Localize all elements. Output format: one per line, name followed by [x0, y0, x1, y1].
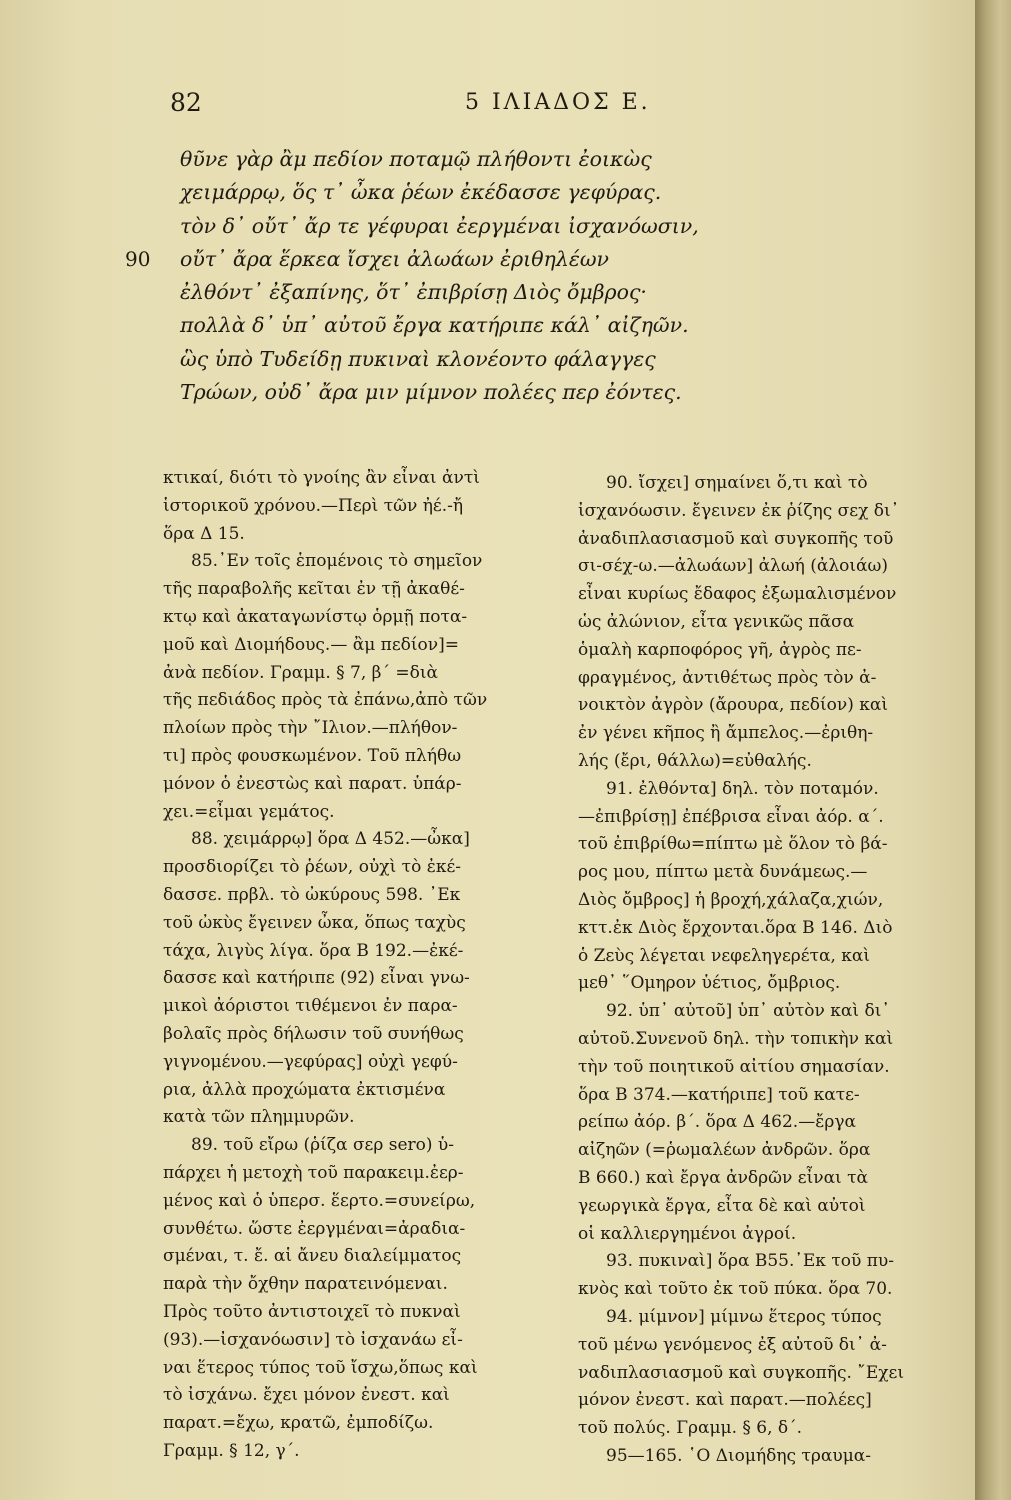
commentary-line: ὁ Ζεὺς λέγεται νεφεληγερέτα, καὶ: [578, 945, 871, 966]
commentary-line: —ἐπιβρίσῃ] ἐπέβρισα εἶναι ἀόρ. α΄.: [578, 806, 884, 827]
commentary-line: τοῦ ὠκὺς ἔγεινεν ὦκα, ὅπως ταχὺς: [163, 912, 466, 933]
verse-block: [125, 143, 840, 409]
commentary-line: τῆς παραβολῆς κεῖται ἐν τῇ ἀκαθέ-: [163, 579, 465, 600]
commentary-line: κατὰ τῶν πλημμυρῶν.: [163, 1107, 355, 1128]
commentary-line: βολαῖς πρὸς δήλωσιν τοῦ συνήθως: [163, 1023, 464, 1044]
page-number: 82: [170, 88, 202, 117]
verse-text: χειμάρρῳ, ὅς τ᾽ ὦκα ῥέων ἐκέδασσε γεφύρας.: [180, 180, 662, 205]
commentary-line: μένος καὶ ὁ ὑπερσ. ἕερτο.=συνείρω,: [163, 1190, 476, 1211]
commentary-line: Διὸς ὄμβρος] ἡ βροχή,χάλαζα,χιών,: [578, 889, 884, 910]
commentary-line: ρια, ἀλλὰ προχώματα ἐκτισμένα: [163, 1079, 446, 1100]
verse-text: θῦνε γὰρ ἂμ πεδίον ποταμῷ πλήθοντι ἐοικὼς: [180, 147, 652, 171]
commentary-line: 91. ἐλθόντα] δηλ. τὸν ποταμόν.: [606, 778, 879, 799]
commentary-line: τῆς πεδιάδος πρὸς τὰ ἐπάνω,ἀπὸ τῶν: [163, 690, 488, 711]
commentary-line: τὸ ἰσχάνω. ἔχει μόνον ἐνεστ. καὶ: [163, 1385, 450, 1406]
commentary-line: δασσε καὶ κατήριπε (92) εἶναι γνω-: [163, 968, 470, 989]
commentary-line: 90. ἴσχει] σημαίνει ὅ,τι καὶ τὸ: [606, 473, 868, 493]
commentary-line: ἐν γένει κῆπος ἢ ἄμπελος.—ἐριθη-: [578, 723, 874, 744]
commentary-line: αὐτοῦ.Συνενοῦ δηλ. τὴν τοπικὴν καὶ: [578, 1028, 894, 1049]
commentary-line: ναδιπλασιασμοῦ καὶ συγκοπῆς. ῎Εχει: [578, 1362, 905, 1383]
commentary-line: 85.᾽Εν τοῖς ἑπομένοις τὸ σημεῖον: [191, 551, 483, 572]
verse-line: [125, 243, 840, 276]
commentary-line: κνὸς καὶ τοῦτο ἐκ τοῦ πύκα. ὅρα 70.: [578, 1279, 893, 1300]
commentary-line: σμέναι, τ. ἔ. αἱ ἄνευ διαλείμματος: [163, 1246, 462, 1267]
commentary-line: ἰσχανόωσιν. ἔγεινεν ἐκ ῥίζης σεχ δι᾽: [578, 500, 900, 521]
verse-line: [180, 376, 840, 409]
commentary-line: οἱ καλλιεργημένοι ἀγροί.: [578, 1223, 797, 1244]
commentary-line: τάχα, λιγὺς λίγα. ὅρα Β 192.—ἐκέ-: [163, 940, 464, 961]
verse-text: οὔτ᾽ ἄρα ἕρκεα ἴσχει ἀλωάων ἐριθηλέων: [180, 246, 610, 271]
commentary-line: Γραμμ. § 12, γ΄.: [163, 1440, 300, 1461]
verse-text: ἐλθόντ᾽ ἐξαπίνης, ὅτ᾽ ἐπιβρίσῃ Διὸς ὄμβρος·: [180, 280, 647, 305]
commentary-line: μικοὶ ἀόριστοι τιθέμενοι ἐν παρα-: [163, 996, 458, 1017]
book-gutter: [975, 0, 1011, 1500]
commentary-line: 88. χειμάρρῳ] ὅρα Δ 452.—ὦκα]: [191, 829, 470, 850]
commentary-line: φραγμένος, ἀντιθέτως πρὸς τὸν ἀ-: [578, 667, 877, 688]
running-title: 5 ΙΛΙΑΔΟΣ Ε.: [465, 90, 651, 115]
verse-text: τὸν δ᾽ οὔτ᾽ ἄρ τε γέφυραι ἐεργμέναι ἰσχανόωσιν,: [180, 213, 699, 238]
verse-line: [180, 210, 840, 243]
commentary-line: παρὰ τὴν ὄχθην παρατεινόμεναι.: [163, 1274, 448, 1295]
commentary-line: ὁμαλὴ καρποφόρος γῆ, ἀγρὸς πε-: [578, 639, 862, 660]
commentary-line: τοῦ μένω γενόμενος ἐξ αὐτοῦ δι᾽ ἀ-: [578, 1334, 887, 1355]
commentary-line: γιγνομένου.—γεφύρας] οὐχὶ γεφύ-: [163, 1051, 458, 1072]
commentary-line: ναι ἕτερος τύπος τοῦ ἴσχω,ὅπως καὶ: [163, 1357, 478, 1378]
commentary-line: συνθέτω. ὥστε ἐεργμέναι=ἀραδια-: [163, 1218, 466, 1239]
commentary-line: σι-σέχ-ω.—ἀλωάων] ἀλωή (ἀλοιάω): [578, 556, 889, 577]
commentary-line: ἀναδιπλασιασμοῦ καὶ συγκοπῆς τοῦ: [578, 528, 894, 549]
commentary-line: κτῳ καὶ ἀκαταγωνίστῳ ὁρμῇ ποτα-: [163, 606, 468, 627]
commentary-line: κττ.ἐκ Διὸς ἔρχονται.ὅρα Β 146. Διὸ: [578, 917, 893, 938]
commentary-line: 89. τοῦ εἴρω (ῥίζα σερ sero) ὑ-: [191, 1135, 455, 1156]
commentary-line: κτικαί, διότι τὸ γνοίης ἂν εἶναι ἀντὶ: [163, 468, 480, 488]
commentary-line: τοῦ πολύς. Γραμμ. § 6, δ΄.: [578, 1418, 803, 1439]
commentary-line: δασσε. πρβλ. τὸ ὠκύρους 598. ᾽Εκ: [163, 884, 461, 905]
commentary-line: 94. μίμνον] μίμνω ἕτερος τύπος: [606, 1306, 882, 1327]
verse-text: Τρώων, οὐδ᾽ ἄρα μιν μίμνον πολέες περ ἐόντες.: [180, 380, 682, 405]
commentary-line: 95—165. ῾Ο Διομήδης τραυμα-: [606, 1445, 871, 1466]
commentary-line: 93. πυκιναὶ] ὅρα Β55.᾽Εκ τοῦ πυ-: [606, 1251, 894, 1272]
commentary-line: γεωργικὰ ἔργα, εἶτα δὲ καὶ αὐτοὶ: [578, 1195, 866, 1216]
verse-text: ὣς ὑπὸ Τυδείδῃ πυκιναὶ κλονέοντο φάλαγγες: [180, 346, 656, 371]
commentary-line: προσδιορίζει τὸ ῥέων, οὐχὶ τὸ ἐκέ-: [163, 857, 462, 878]
verse-line: [180, 343, 840, 376]
verse-text: πολλὰ δ᾽ ὑπ᾽ αὐτοῦ ἔργα κατήριπε κάλ᾽ αἰζηῶν.: [180, 313, 689, 338]
commentary-line: ἱστορικοῦ χρόνου.—Περὶ τῶν ἠέ.-ἤ: [163, 495, 464, 516]
page-header: [170, 88, 950, 128]
commentary-line: λής (ἔρι, θάλλω)=εὐθαλής.: [578, 750, 812, 771]
verse-line: [180, 143, 840, 176]
commentary-line: παρατ.=ἔχω, κρατῶ, ἐμποδίζω.: [163, 1413, 434, 1434]
commentary-line: χει.=εἶμαι γεμάτος.: [163, 801, 335, 822]
verse-line: [180, 276, 840, 309]
commentary-line: πλοίων πρὸς τὴν ῎Ιλιον.—πλήθον-: [163, 718, 458, 739]
verse-number: 90: [125, 246, 151, 271]
commentary-line: ρείπω ἀόρ. β΄. ὅρα Δ 462.—ἔργα: [578, 1112, 856, 1133]
verse-line: [180, 176, 840, 209]
commentary-line: αἰζηῶν (=ῥωμαλέων ἀνδρῶν. ὅρα: [578, 1140, 871, 1161]
commentary-line: μεθ᾽ ῞Ομηρον ὑέτιος, ὄμβριος.: [578, 973, 841, 994]
commentary-line: τι] πρὸς φουσκωμένον. Τοῦ πλήθω: [163, 745, 462, 766]
verse-line: [180, 309, 840, 342]
commentary-line: εἶναι κυρίως ἔδαφος ἐξωμαλισμένον: [578, 584, 897, 605]
commentary-line: νοικτὸν ἀγρὸν (ἄρουρα, πεδίον) καὶ: [578, 695, 889, 716]
commentary-line: (93).—ἰσχανόωσιν] τὸ ἰσχανάω εἶ-: [163, 1329, 463, 1350]
commentary-line: πάρχει ἡ μετοχὴ τοῦ παρακειμ.ἐερ-: [163, 1162, 464, 1183]
commentary-line: μόνον ὁ ἐνεστὼς καὶ παρατ. ὑπάρ-: [163, 773, 462, 794]
commentary-line: ὅρα Δ 15.: [163, 523, 245, 544]
commentary-line: Β 660.) καὶ ἔργα ἀνδρῶν εἶναι τὰ: [578, 1167, 869, 1188]
commentary-line: ἀνὰ πεδίον. Γραμμ. § 7, β΄ =διὰ: [163, 662, 439, 683]
commentary-line: ρος μου, πίπτω μετὰ δυνάμεως.—: [578, 862, 868, 883]
commentary-line: μοῦ καὶ Διομήδους.— ἂμ πεδίον]=: [163, 634, 459, 655]
commentary-line: τοῦ ἐπιβρίθω=πίπτω μὲ ὅλον τὸ βά-: [578, 834, 888, 855]
commentary-line: μόνον ἐνεστ. καὶ παρατ.—πολέες]: [578, 1390, 872, 1411]
commentary-line: ὅρα Β 374.—κατήριπε] τοῦ κατε-: [578, 1084, 860, 1105]
commentary-left-column: [163, 465, 558, 1466]
commentary-line: τὴν τοῦ ποιητικοῦ αἰτίου σημασίαν.: [578, 1056, 890, 1077]
commentary-right-column: [578, 470, 958, 1471]
commentary-line: ὡς ἀλώνιον, εἶτα γενικῶς πᾶσα: [578, 611, 855, 632]
commentary-line: Πρὸς τοῦτο ἀντιστοιχεῖ τὸ πυκναὶ: [163, 1301, 461, 1322]
commentary-line: 92. ὑπ᾽ αὐτοῦ] ὑπ᾽ αὐτὸν καὶ δι᾽: [606, 1001, 890, 1022]
